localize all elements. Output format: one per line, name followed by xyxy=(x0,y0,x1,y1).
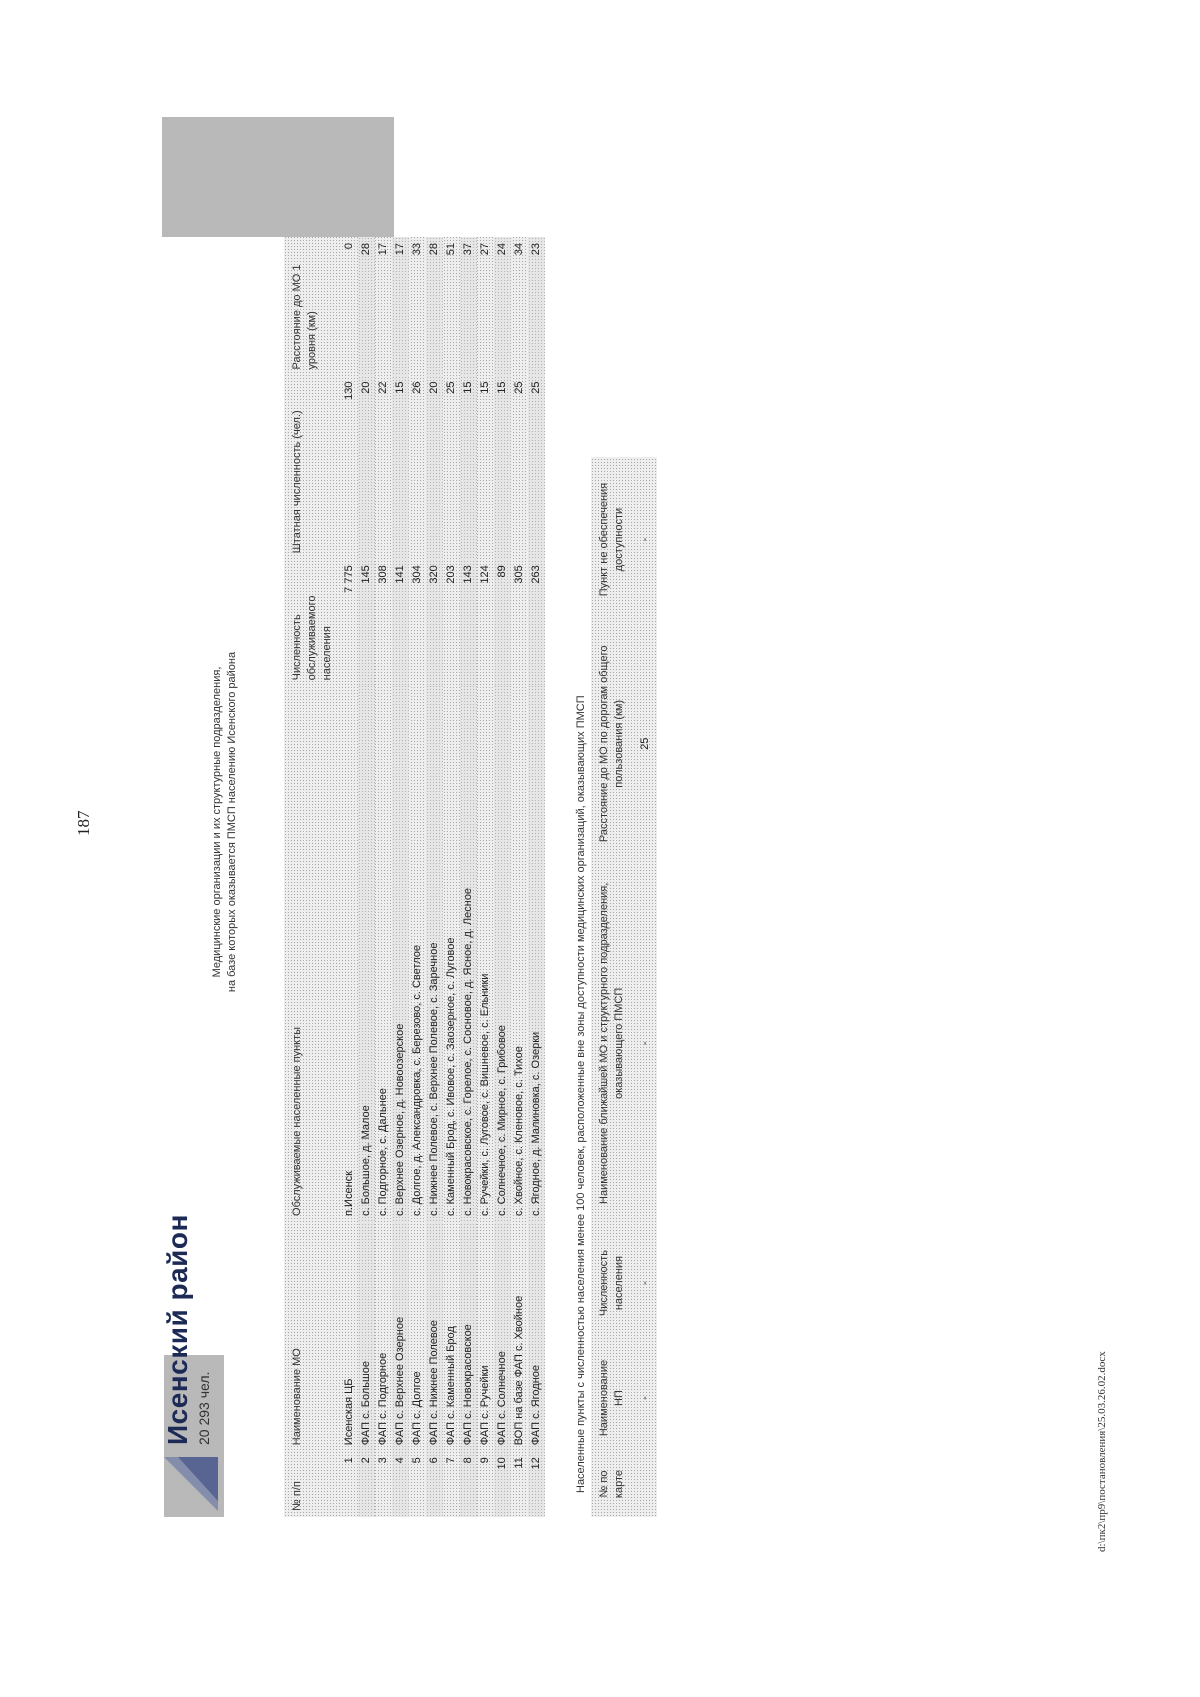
cell-name: ФАП с. Нижнее Полевое xyxy=(426,1222,443,1451)
second-table-title: Населенные пункты с численностью населения менее 100 человек, расположенные вне зоны доступности медицинских организаций, оказывающих ПМСП xyxy=(575,695,587,1493)
cell-staff: 22 xyxy=(377,381,389,394)
cell-no: 9 xyxy=(479,1457,491,1464)
cell-settlements: п.Исенск xyxy=(343,1171,355,1216)
table-row xyxy=(375,237,392,1517)
cell-population: 263 xyxy=(528,559,545,686)
cell-name: ВОП на базе ФАП с. Хвойное xyxy=(513,1295,525,1446)
header-no: № п/п xyxy=(291,1481,303,1511)
cell-distance: 28 xyxy=(358,237,375,375)
table-row xyxy=(426,237,443,1517)
cell-name: ФАП с. Ягодное xyxy=(528,1222,545,1451)
cell-access-route: - xyxy=(639,537,651,542)
cell-population: 7 775 xyxy=(343,565,355,593)
cell-map-no xyxy=(633,1451,657,1517)
cell-staff: 25 xyxy=(513,381,525,394)
cell-settlements: с. Солнечное, с. Мирное, с. Грибовое xyxy=(494,686,511,1222)
cell-name: ФАП с. Каменный Брод xyxy=(445,1326,457,1446)
cell-no: 3 xyxy=(377,1457,389,1464)
cell-staff: 15 xyxy=(460,375,477,559)
header-staff: Штатная численность (чел.) xyxy=(291,410,303,554)
cell-distance: 17 xyxy=(377,243,389,256)
cell-population: 320 xyxy=(426,559,443,686)
cell-road-distance: 25 xyxy=(639,737,651,750)
cell-staff: 26 xyxy=(411,381,423,394)
cell-distance: 0 xyxy=(343,243,355,250)
cell-population: 124 xyxy=(479,565,491,584)
cell-settlements: с. Большое, д. Малое xyxy=(358,686,375,1222)
cell-name: ФАП с. Верхнее Озерное xyxy=(392,1222,409,1451)
cell-settlement-name: - xyxy=(639,1396,651,1400)
header-settlement-name: Наименование НП xyxy=(598,1359,625,1437)
district-logo xyxy=(164,1457,218,1511)
cell-name: ФАП с. Солнечное xyxy=(494,1222,511,1451)
cell-staff: 20 xyxy=(358,375,375,559)
cell-no: 8 xyxy=(460,1451,477,1517)
cell-settlements: с. Верхнее Озерное, д. Новоозерское xyxy=(392,686,409,1222)
cell-no: 6 xyxy=(426,1451,443,1517)
cell-settlements: с. Новокрасовское, с. Горелое, с. Сосновое, д. Ясное, д. Лесное xyxy=(460,686,477,1222)
caption-line-1: Медицинские организации и их структурные подразделения, xyxy=(211,666,223,978)
cell-no: 2 xyxy=(358,1451,375,1517)
cell-no: 4 xyxy=(392,1451,409,1517)
cell-settlement-population: - xyxy=(639,1281,651,1285)
cell-distance: 23 xyxy=(528,237,545,375)
cell-no: 1 xyxy=(343,1457,355,1464)
cell-staff: 15 xyxy=(494,375,511,559)
district-title: Исенский район xyxy=(162,1214,193,1445)
cell-staff: 15 xyxy=(479,381,491,394)
cell-settlements: с. Ручейки, с. Луговое, с. Вишневое, с. Ельники xyxy=(479,973,491,1216)
header-settlement-population: Численность населения xyxy=(598,1250,625,1317)
cell-settlements: с. Хвойное, с. Кленовое, с. Тихое xyxy=(513,1046,525,1216)
cell-name: ФАП с. Новокрасовское xyxy=(460,1222,477,1451)
cell-staff: 15 xyxy=(392,375,409,559)
cell-distance: 24 xyxy=(494,237,511,375)
table-row xyxy=(392,237,409,1517)
header-road-distance: Расстояние до МО по дорогам общего пользования (км) xyxy=(598,645,625,843)
table-row xyxy=(494,237,511,1517)
header-distance: Расстояние до МО 1 уровня (км) xyxy=(291,264,318,370)
district-population: 20 293 чел. xyxy=(196,1371,212,1445)
cell-population: 143 xyxy=(460,559,477,686)
header-settlements: Обслуживаемые населенные пункты xyxy=(291,1026,303,1216)
second-table-header-row xyxy=(591,457,633,1517)
cell-population: 89 xyxy=(494,559,511,686)
cell-name: ФАП с. Подгорное xyxy=(377,1352,389,1446)
cell-settlements: с. Ягодное, д. Малиновка, с. Озерки xyxy=(528,686,545,1222)
cell-population: 305 xyxy=(513,565,525,584)
map-placeholder-block xyxy=(162,117,394,237)
header-name: Наименование МО xyxy=(291,1348,303,1446)
header-map-no: № по карте xyxy=(598,1469,625,1499)
cell-population: 145 xyxy=(358,559,375,686)
table-row xyxy=(511,237,528,1517)
table-row xyxy=(443,237,460,1517)
cell-population: 304 xyxy=(411,565,423,584)
cell-name: ФАП с. Ручейки xyxy=(479,1365,491,1446)
table-row xyxy=(409,237,426,1517)
cell-no: 11 xyxy=(513,1457,525,1469)
header-population: Численность обслуживаемого населения xyxy=(291,595,333,681)
cell-distance: 17 xyxy=(392,237,409,375)
cell-population: 308 xyxy=(377,565,389,584)
header-nearest-mo: Наименование ближайшей МО и структурного подразделения, оказывающего ПМСП xyxy=(598,882,625,1204)
file-path-footer: d:\пк2\пр9\постановления\25.03.26.02.docx xyxy=(1096,1351,1108,1552)
cell-name: Исенская ЦБ xyxy=(343,1378,355,1446)
cell-distance: 37 xyxy=(460,237,477,375)
cell-no: 5 xyxy=(411,1457,423,1464)
cell-distance: 34 xyxy=(513,243,525,256)
cell-no: 7 xyxy=(445,1457,457,1464)
table-row xyxy=(341,237,358,1517)
cell-settlements: с. Нижнее Полевое, с. Верхнее Полевое, с. Заречное xyxy=(426,686,443,1222)
cell-population: 141 xyxy=(392,559,409,686)
cell-staff: 25 xyxy=(528,375,545,559)
cell-distance: 27 xyxy=(479,243,491,256)
rotated-document xyxy=(162,117,657,1517)
cell-no: 12 xyxy=(528,1451,545,1517)
page-number: 187 xyxy=(74,810,93,836)
cell-settlements: с. Подгорное, с. Дальнее xyxy=(377,1088,389,1216)
table-header-row xyxy=(284,237,341,1517)
logo-graphic xyxy=(164,1457,218,1511)
cell-distance: 51 xyxy=(445,243,457,256)
district-header xyxy=(162,117,274,1517)
cell-distance: 33 xyxy=(411,243,423,256)
cell-name: ФАП с. Долгое xyxy=(411,1371,423,1446)
cell-population: 203 xyxy=(445,565,457,584)
cell-no: 10 xyxy=(494,1451,511,1517)
table-row xyxy=(477,237,494,1517)
cell-distance: 28 xyxy=(426,237,443,375)
cell-staff: 130 xyxy=(343,381,355,400)
table-row xyxy=(528,237,545,1517)
cell-nearest-mo: - xyxy=(639,1041,651,1046)
cell-settlements: с. Долгое, д. Александровка, с. Березово, с. Светлое xyxy=(411,945,423,1216)
table-row xyxy=(358,237,375,1517)
caption-line-2: на базе которых оказывается ПМСП населению Исенского района xyxy=(226,651,238,993)
header-access-route: Пункт не обеспечения доступности xyxy=(598,482,625,597)
main-table-caption xyxy=(210,297,240,1347)
table-row xyxy=(633,457,657,1517)
medical-organizations-table xyxy=(284,237,545,1517)
cell-name: ФАП с. Большое xyxy=(358,1222,375,1451)
table-row xyxy=(460,237,477,1517)
cell-staff: 25 xyxy=(445,381,457,394)
cell-staff: 20 xyxy=(426,375,443,559)
remote-settlements-table xyxy=(591,457,657,1517)
cell-settlements: с. Каменный Брод, с. Ивовое, с. Заозерное, с. Луговое xyxy=(445,937,457,1216)
